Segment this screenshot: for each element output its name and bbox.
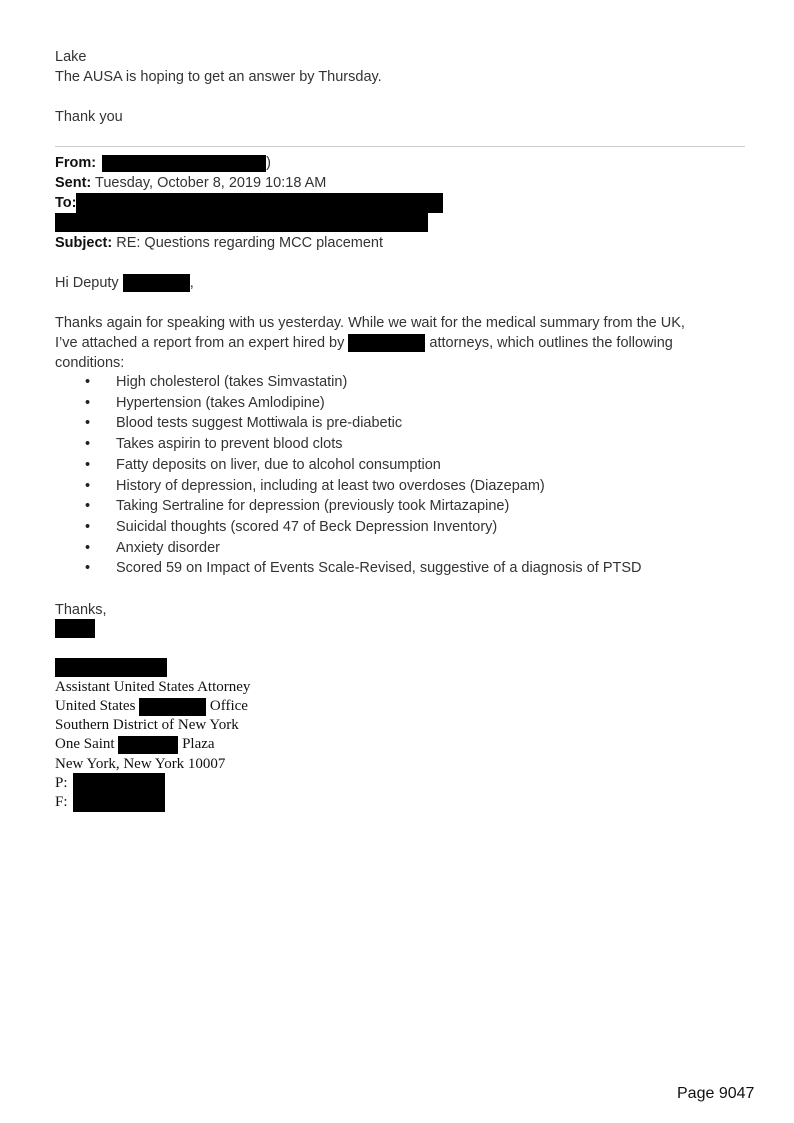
office-after: Office bbox=[209, 698, 248, 714]
redaction-sender-short-name bbox=[55, 619, 95, 638]
body-paragraph-line-3: conditions: bbox=[55, 355, 125, 371]
sent-line bbox=[55, 173, 326, 193]
sent-value: Tuesday, October 8, 2019 10:18 AM bbox=[95, 175, 327, 191]
body-paragraph-line-1: Thanks again for speaking with us yesterday. While we wait for the medical summary from the UK, bbox=[55, 315, 685, 331]
preamble-line-1: Lake bbox=[55, 49, 87, 65]
signature-district: Southern District of New York bbox=[55, 717, 239, 733]
subject-label: Subject: bbox=[55, 235, 113, 251]
para-line-2-after: attorneys, which outlines the following bbox=[429, 335, 673, 351]
address-after: Plaza bbox=[182, 736, 215, 752]
greeting bbox=[55, 273, 194, 293]
from-label: From: bbox=[55, 155, 97, 171]
signature-address bbox=[55, 735, 215, 754]
condition-item: • Fatty deposits on liver, due to alcohol consumption bbox=[55, 455, 642, 476]
condition-item: • Taking Sertraline for depression (previously took Mirtazapine) bbox=[55, 496, 642, 517]
greeting-suffix: , bbox=[189, 275, 194, 291]
redaction-to-1 bbox=[76, 193, 443, 213]
redaction-sender-full-name bbox=[55, 658, 167, 677]
preamble-line-2: The AUSA is hoping to get an answer by Thursday. bbox=[55, 69, 382, 85]
sent-label: Sent: bbox=[55, 175, 92, 191]
condition-item: • History of depression, including at least two overdoses (Diazepam) bbox=[55, 476, 642, 497]
greeting-prefix: Hi Deputy bbox=[55, 275, 119, 291]
redaction-phone-fax bbox=[73, 773, 165, 812]
phone-label: P: bbox=[55, 775, 68, 791]
signature-office bbox=[55, 697, 248, 716]
redaction-from bbox=[102, 155, 266, 172]
condition-item: • Hypertension (takes Amlodipine) bbox=[55, 393, 642, 414]
redaction-address bbox=[118, 736, 178, 754]
signature-title: Assistant United States Attorney bbox=[55, 679, 251, 695]
redaction-greeting-name bbox=[123, 274, 190, 292]
condition-item: • Takes aspirin to prevent blood clots bbox=[55, 434, 642, 455]
to-label: To: bbox=[55, 195, 77, 211]
signature-city: New York, New York 10007 bbox=[55, 756, 226, 772]
signature-fax bbox=[55, 793, 68, 812]
conditions-list bbox=[55, 372, 642, 579]
signature-phone bbox=[55, 774, 68, 793]
address-before: One Saint bbox=[55, 736, 115, 752]
to-line bbox=[55, 193, 76, 213]
from-suffix: ) bbox=[266, 155, 271, 171]
condition-item: • High cholesterol (takes Simvastatin) bbox=[55, 372, 642, 393]
fax-label: F: bbox=[55, 794, 68, 810]
preamble-thanks: Thank you bbox=[55, 109, 123, 125]
condition-item: • Scored 59 on Impact of Events Scale-Revised, suggestive of a diagnosis of PTSD bbox=[55, 558, 642, 579]
condition-item: • Anxiety disorder bbox=[55, 538, 642, 559]
from-line bbox=[55, 153, 271, 173]
redaction-office bbox=[139, 698, 206, 716]
para-line-2-before: I’ve attached a report from an expert hired by bbox=[55, 335, 345, 351]
signoff: Thanks, bbox=[55, 602, 107, 618]
subject-line bbox=[55, 233, 383, 253]
header-separator bbox=[55, 146, 745, 147]
subject-value: RE: Questions regarding MCC placement bbox=[116, 235, 383, 251]
redaction-to-2 bbox=[55, 213, 428, 232]
condition-item: • Suicidal thoughts (scored 47 of Beck Depression Inventory) bbox=[55, 517, 642, 538]
page-number: Page 9047 bbox=[677, 1085, 755, 1102]
body-paragraph-line-2 bbox=[55, 333, 673, 353]
condition-item: • Blood tests suggest Mottiwala is pre-diabetic bbox=[55, 413, 642, 434]
redaction-attorney-name bbox=[348, 334, 425, 352]
office-before: United States bbox=[55, 698, 136, 714]
